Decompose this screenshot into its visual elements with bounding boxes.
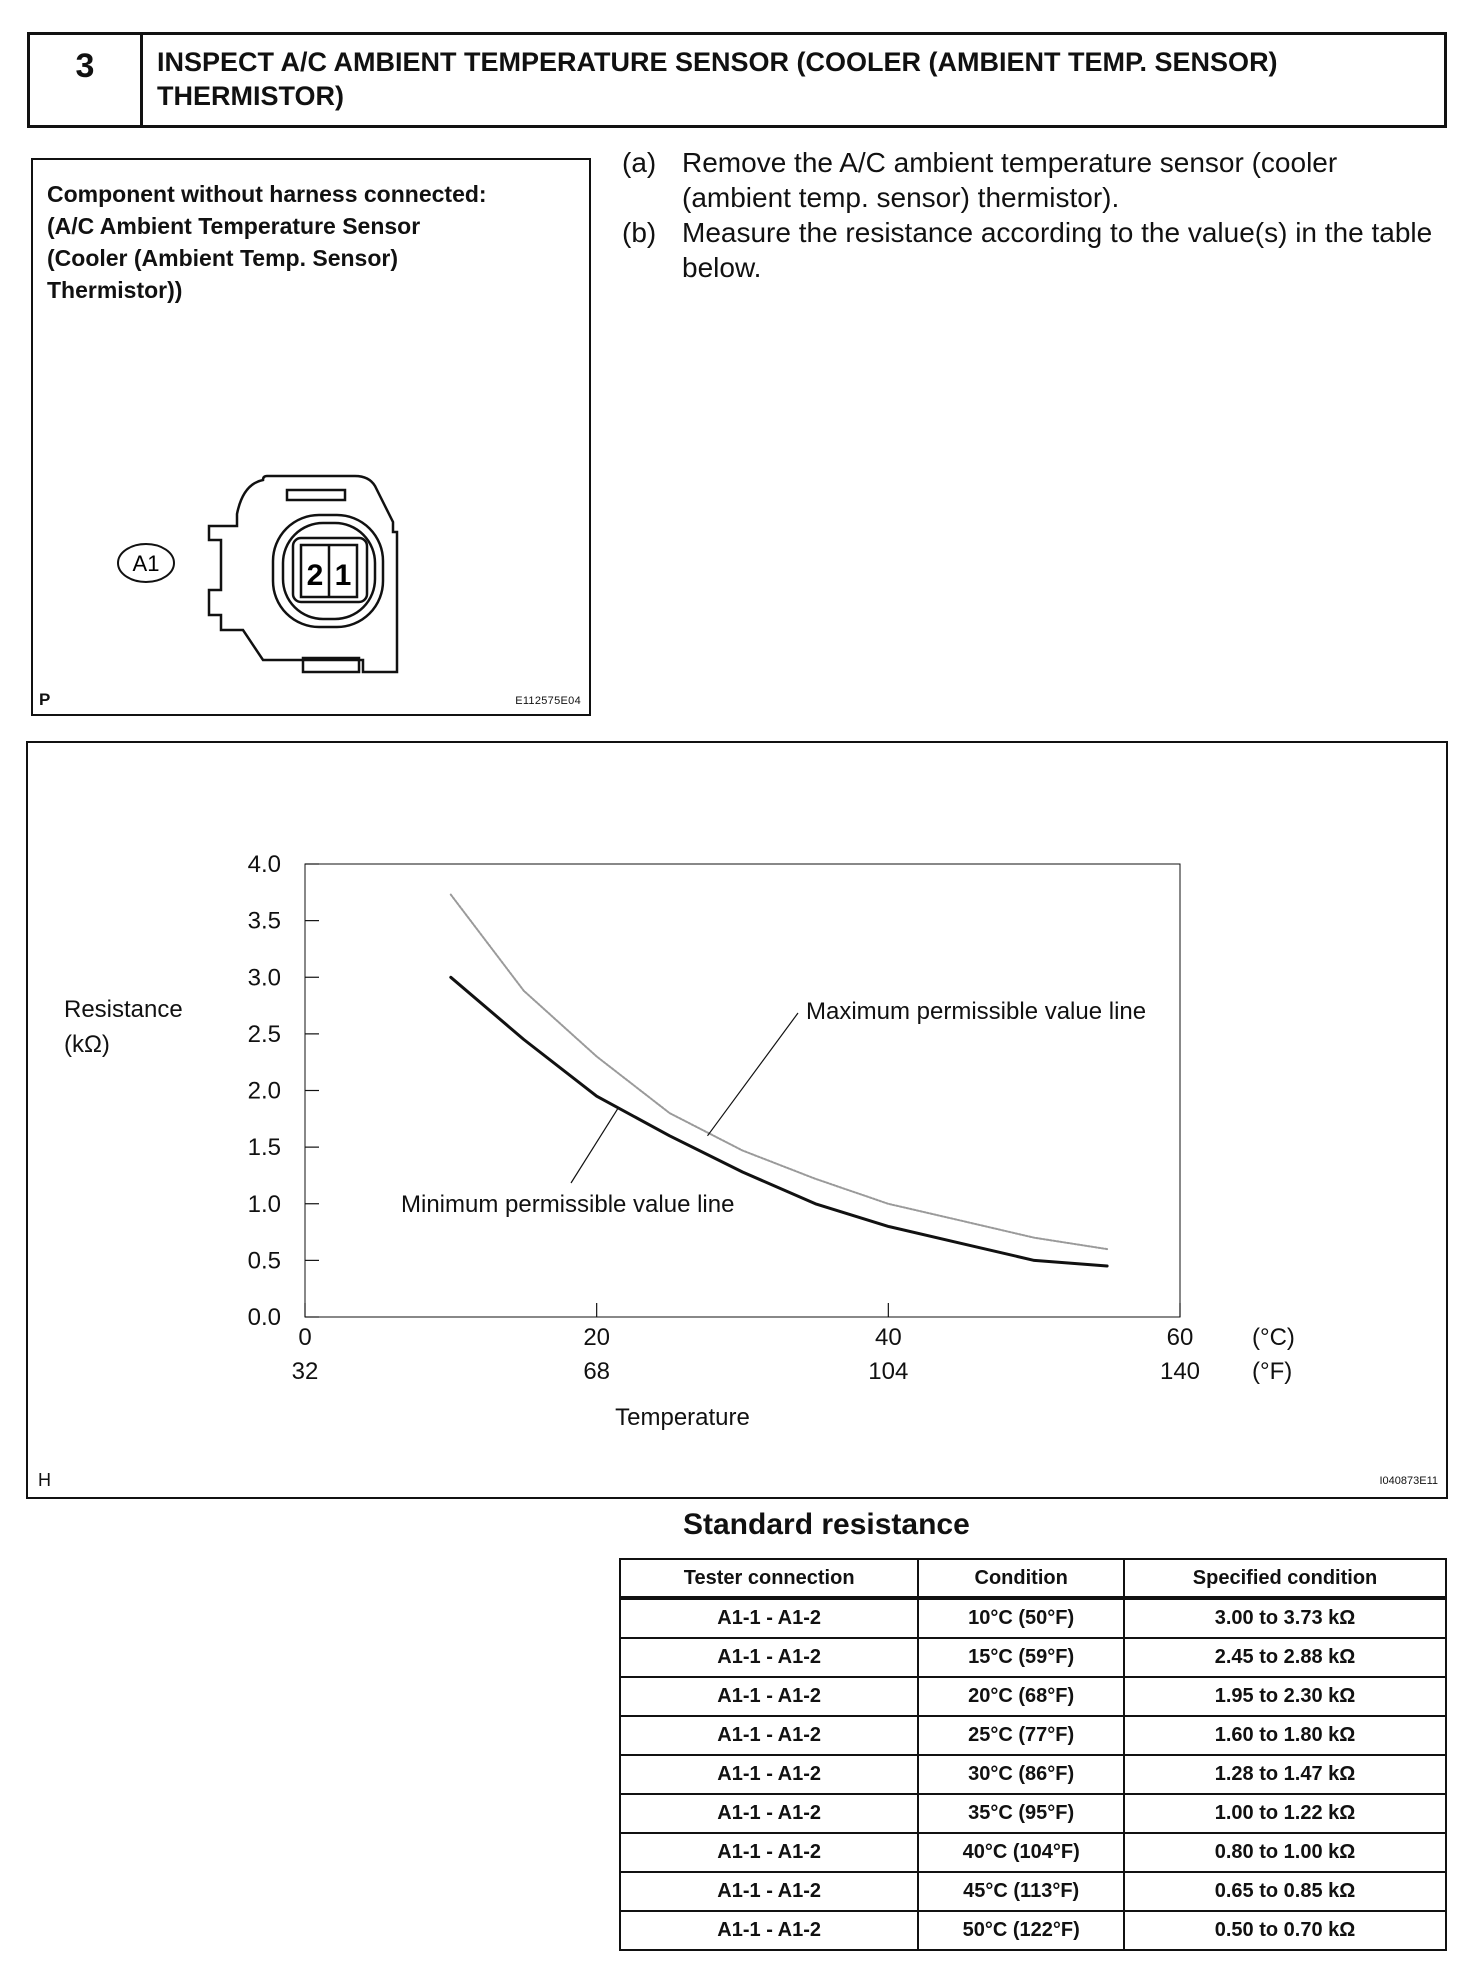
condition-cell: 25°C (77°F) (918, 1716, 1124, 1755)
table-body (620, 1598, 1446, 1950)
condition-cell: 10°C (50°F) (918, 1598, 1124, 1638)
max-line-label: Maximum permissible value line (806, 998, 1147, 1025)
resistance-chart (26, 741, 1448, 1499)
max-line-leader (708, 1013, 799, 1136)
x-tick-label-f: 140 (1159, 1358, 1201, 1385)
y-tick-label: 2.0 (247, 1077, 281, 1105)
tester-connection-cell: A1-1 - A1-2 (620, 1872, 918, 1911)
specified-condition-cell: 2.45 to 2.88 kΩ (1124, 1638, 1446, 1677)
standard-resistance-table (619, 1558, 1447, 1951)
y-tick-label: 0.0 (247, 1304, 281, 1331)
table-header-row (620, 1559, 1446, 1598)
specified-condition-cell: 1.28 to 1.47 kΩ (1124, 1755, 1446, 1794)
instruction-item (622, 215, 1442, 285)
column-header: Tester connection (620, 1559, 918, 1598)
y-tick-label: 4.0 (247, 851, 281, 878)
tester-connection-cell: A1-1 - A1-2 (620, 1677, 918, 1716)
pin-label-2: 2 (306, 559, 324, 592)
specified-condition-cell: 1.60 to 1.80 kΩ (1124, 1716, 1446, 1755)
specified-condition-cell: 3.00 to 3.73 kΩ (1124, 1598, 1446, 1638)
plot-frame (305, 864, 1180, 1317)
specified-condition-cell: 0.65 to 0.85 kΩ (1124, 1872, 1446, 1911)
condition-cell: 40°C (104°F) (918, 1833, 1124, 1872)
specified-condition-cell: 0.80 to 1.00 kΩ (1124, 1833, 1446, 1872)
table-row (620, 1638, 1446, 1677)
tester-connection-cell: A1-1 - A1-2 (620, 1638, 918, 1677)
instruction-item (622, 145, 1442, 215)
table-row (620, 1872, 1446, 1911)
tester-connection-cell: A1-1 - A1-2 (620, 1755, 918, 1794)
tester-connection-cell: A1-1 - A1-2 (620, 1911, 918, 1950)
x-tick-label-c: 40 (874, 1324, 902, 1351)
condition-cell: 35°C (95°F) (918, 1794, 1124, 1833)
step-title: INSPECT A/C AMBIENT TEMPERATURE SENSOR (COOLER (AMBIENT TEMP. SENSOR) THERMISTOR) (157, 47, 1278, 111)
chart-svg (28, 743, 1446, 1497)
tester-connection-cell: A1-1 - A1-2 (620, 1598, 918, 1638)
x-tick-label-f: 104 (868, 1358, 909, 1385)
connector-drawing (33, 160, 589, 714)
chart-code: I040873E11 (1379, 1475, 1438, 1487)
y-axis-title: Resistance (64, 996, 183, 1023)
x-tick-label-f: 68 (583, 1358, 611, 1385)
x-tick-label-f: 32 (291, 1358, 319, 1385)
y-tick-label: 3.0 (247, 964, 281, 992)
tester-connection-cell: A1-1 - A1-2 (620, 1833, 918, 1872)
table-row (620, 1911, 1446, 1950)
instruction-text: Remove the A/C ambient temperature sensor (cooler (ambient temp. sensor) thermistor). (682, 147, 1338, 213)
connector-label: A1 (132, 551, 160, 576)
connector-figure (31, 158, 591, 716)
min-line-leader (571, 1107, 619, 1183)
condition-cell: 45°C (113°F) (918, 1872, 1124, 1911)
y-tick-label: 0.5 (247, 1247, 281, 1275)
specified-condition-cell: 0.50 to 0.70 kΩ (1124, 1911, 1446, 1950)
table-title: Standard resistance (683, 1508, 970, 1541)
column-header: Specified condition (1124, 1559, 1446, 1598)
table-row (620, 1755, 1446, 1794)
instruction-list (622, 145, 1442, 285)
figure-caption-line: (A/C Ambient Temperature Sensor (47, 213, 421, 239)
instruction-letter: (b) (622, 217, 657, 248)
y-tick-label: 2.5 (247, 1020, 281, 1048)
table-row (620, 1833, 1446, 1872)
instruction-letter: (a) (622, 147, 657, 178)
x-unit-c: (°C) (1252, 1324, 1295, 1351)
tester-connection-cell: A1-1 - A1-2 (620, 1716, 918, 1755)
y-tick-label: 1.0 (247, 1190, 281, 1218)
figure-caption-line: Component without harness connected: (47, 181, 487, 207)
min-line-label: Minimum permissible value line (401, 1191, 735, 1218)
table-row (620, 1677, 1446, 1716)
condition-cell: 30°C (86°F) (918, 1755, 1124, 1794)
x-tick-label-c: 20 (583, 1324, 611, 1351)
x-tick-label-c: 0 (298, 1324, 312, 1351)
figure-caption-line: Thermistor)) (47, 277, 183, 303)
specified-condition-cell: 1.95 to 2.30 kΩ (1124, 1677, 1446, 1716)
table-row (620, 1794, 1446, 1833)
condition-cell: 20°C (68°F) (918, 1677, 1124, 1716)
figure-code: E112575E04 (515, 695, 581, 707)
x-tick-label-c: 60 (1166, 1324, 1194, 1351)
column-header: Condition (918, 1559, 1124, 1598)
x-unit-f: (°F) (1252, 1358, 1293, 1385)
connector-body (209, 476, 397, 672)
y-axis-unit: (kΩ) (64, 1031, 110, 1058)
table-row (620, 1716, 1446, 1755)
y-tick-label: 1.5 (247, 1134, 281, 1162)
x-axis-title: Temperature (615, 1404, 750, 1431)
chart-corner-letter: H (38, 1470, 51, 1490)
step-number: 3 (30, 35, 143, 125)
tester-connection-cell: A1-1 - A1-2 (620, 1794, 918, 1833)
figure-caption-line: (Cooler (Ambient Temp. Sensor) (47, 245, 398, 271)
condition-cell: 15°C (59°F) (918, 1638, 1124, 1677)
figure-corner-letter: P (39, 690, 51, 709)
step-header (27, 32, 1447, 128)
condition-cell: 50°C (122°F) (918, 1911, 1124, 1950)
instruction-text: Measure the resistance according to the value(s) in the table below. (682, 217, 1433, 283)
specified-condition-cell: 1.00 to 1.22 kΩ (1124, 1794, 1446, 1833)
y-tick-label: 3.5 (247, 907, 281, 935)
table-row (620, 1598, 1446, 1638)
pin-label-1: 1 (334, 559, 352, 592)
